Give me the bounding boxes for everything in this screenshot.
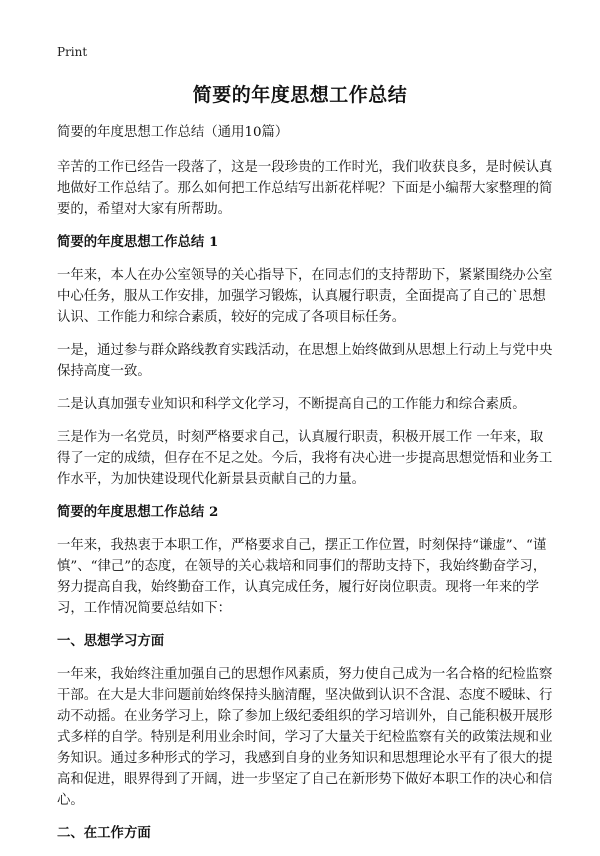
document-subtitle: 简要的年度思想工作总结（通用10篇）	[57, 125, 289, 140]
section-1-paragraph-4: 三是作为一名党员，时刻严格要求自己，认真履行职责，积极开展工作 一年来，取得了一定的成绩，但存在不足之处。今后，我将有决心进一步提高思想觉悟和业务工作水平，为加快建设现代化新景县贡献自己的力量。	[57, 430, 553, 487]
page-title: 简要的年度思想工作总结	[192, 84, 408, 106]
section-2-heading: 简要的年度思想工作总结 2	[57, 504, 219, 520]
section-1-paragraph-2: 一是，通过参与群众路线教育实践活动，在思想上始终做到从思想上行动上与党中央保持高度一致。	[57, 343, 553, 379]
section-1-paragraph-1: 一年来，本人在办公室领导的关心指导下，在同志们的支持帮助下，紧紧围绕办公室中心任务，服从工作安排，加强学习锻炼，认真履行职责，全面提高了自己的`思想认识、工作能力和综合素质，较好的完成了各项目标任务。	[57, 268, 553, 325]
section-1-heading: 简要的年度思想工作总结 1	[57, 234, 219, 250]
subsection-1-heading: 一、思想学习方面	[57, 633, 165, 649]
intro-paragraph: 辛苦的工作已经告一段落了，这是一段珍贵的工作时光，我们收获良多，是时候认真地做好工作总结了。那么如何把工作总结写出新花样呢？下面是小编帮大家整理的简要的，希望对大家有所帮助。	[57, 160, 553, 217]
print-link[interactable]: Print	[57, 45, 88, 59]
section-2-paragraph-1: 一年来，我热衷于本职工作，严格要求自己，摆正工作位置，时刻保持“谦虚”、“谨慎”、“律己”的态度，在领导的关心栽培和同事们的帮助支持下，我始终勤奋学习，努力提高自我，始终勤奋工作，认真完成任务，履行好岗位职责。现将一年来的学习，工作情况简要总结如下：	[57, 538, 547, 616]
subsection-2-heading: 二、在工作方面	[57, 825, 151, 841]
section-1-paragraph-3: 二是认真加强专业知识和科学文化学习，不断提高自己的工作能力和综合素质。	[57, 397, 526, 412]
subsection-1-paragraph: 一年来，我始终注重加强自己的思想作风素质，努力使自己成为一名合格的纪检监察干部。在大是大非问题前始终保持头脑清醒，坚决做到认识不含混、态度不暧昧、行动不动摇。在业务学习上，除了参加上级纪委组织的学习培训外，自己能积极开展形式多样的自学。特别是利用业余时间，学习了大量关于纪检监察有关的政策法规和业务知识。通过多种形式的学习，我感到自身的业务知识和思想理论水平有了很大的提高和促进，眼界得到了开阔，进一步坚定了自己在新形势下做好本职工作的决心和信心。	[57, 667, 553, 808]
document-body	[57, 122, 553, 856]
